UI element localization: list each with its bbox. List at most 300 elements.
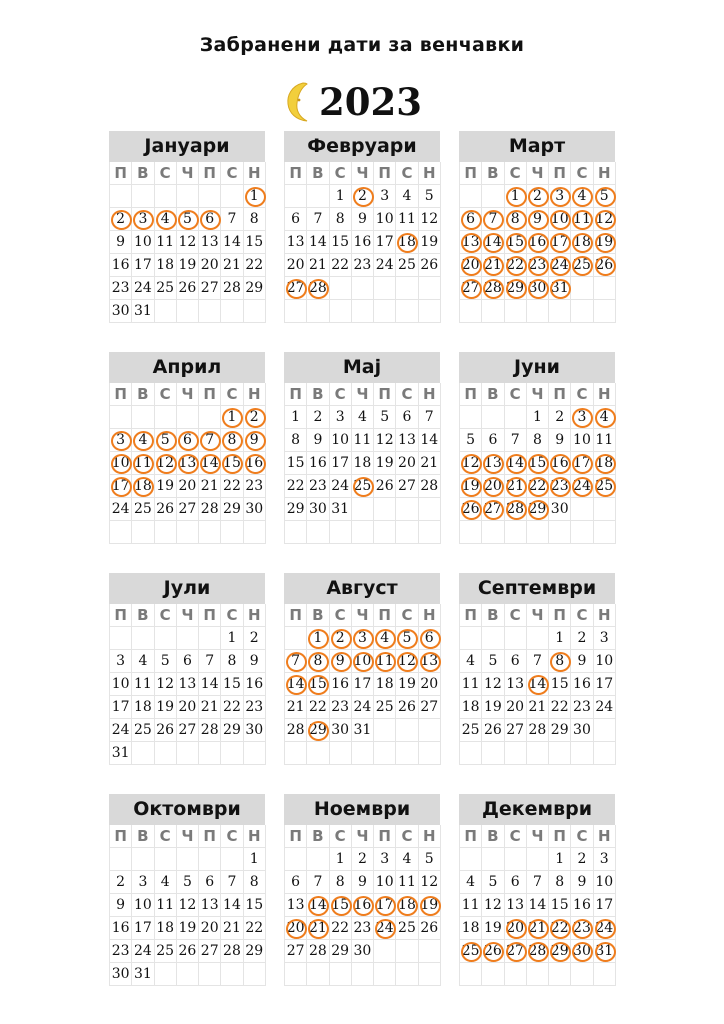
- day-cell: 15: [549, 894, 571, 917]
- empty-cell: [374, 300, 396, 323]
- day-cell: 25: [374, 696, 396, 719]
- day-cell: 15: [244, 231, 266, 254]
- empty-cell: [221, 963, 243, 986]
- month-name: Април: [109, 352, 265, 383]
- empty-cell: [594, 521, 616, 544]
- day-cell: 23: [307, 475, 329, 498]
- weekday-label: В: [132, 825, 154, 848]
- empty-cell: [285, 742, 307, 765]
- day-cell: 28: [221, 277, 243, 300]
- month-block: [459, 352, 615, 544]
- day-cell: 30: [110, 963, 132, 986]
- forbidden-day: 29: [307, 719, 329, 742]
- day-cell: 11: [460, 894, 482, 917]
- day-cell: 2: [571, 848, 593, 871]
- empty-cell: [419, 498, 441, 521]
- empty-cell: [571, 300, 593, 323]
- forbidden-day: 1: [244, 185, 266, 208]
- empty-cell: [527, 848, 549, 871]
- day-cell: 22: [549, 696, 571, 719]
- day-cell: 11: [396, 871, 418, 894]
- forbidden-day: 19: [460, 475, 482, 498]
- day-cell: 5: [482, 871, 504, 894]
- forbidden-day: 22: [505, 254, 527, 277]
- day-cell: 4: [396, 185, 418, 208]
- day-cell: 19: [177, 254, 199, 277]
- month-block: [109, 573, 265, 765]
- day-cell: 30: [110, 300, 132, 323]
- weekday-label: В: [132, 162, 154, 185]
- day-cell: 20: [285, 254, 307, 277]
- forbidden-day: 5: [396, 627, 418, 650]
- forbidden-day: 8: [549, 650, 571, 673]
- day-cell: 13: [177, 673, 199, 696]
- day-cell: 5: [482, 650, 504, 673]
- day-cell: 21: [527, 696, 549, 719]
- forbidden-day: 16: [527, 231, 549, 254]
- empty-cell: [571, 963, 593, 986]
- forbidden-day: 31: [594, 940, 616, 963]
- day-cell: 18: [460, 917, 482, 940]
- weekday-label: П: [549, 825, 571, 848]
- day-cell: 24: [132, 940, 154, 963]
- forbidden-day: 29: [549, 940, 571, 963]
- weekday-label: С: [155, 604, 177, 627]
- empty-cell: [374, 277, 396, 300]
- day-cell: 23: [352, 254, 374, 277]
- forbidden-day: 15: [505, 231, 527, 254]
- weekday-label: С: [221, 383, 243, 406]
- day-cell: 8: [221, 650, 243, 673]
- empty-cell: [571, 498, 593, 521]
- weekday-label: С: [571, 162, 593, 185]
- day-cell: 23: [110, 277, 132, 300]
- empty-cell: [460, 742, 482, 765]
- empty-cell: [330, 300, 352, 323]
- weekday-label: П: [110, 825, 132, 848]
- day-cell: 16: [571, 894, 593, 917]
- day-cell: 9: [110, 231, 132, 254]
- day-cell: 26: [155, 498, 177, 521]
- forbidden-day: 19: [419, 894, 441, 917]
- weekday-label: П: [199, 604, 221, 627]
- forbidden-day: 5: [594, 185, 616, 208]
- day-cell: 2: [110, 871, 132, 894]
- month-block: [284, 131, 440, 323]
- empty-cell: [285, 521, 307, 544]
- empty-cell: [244, 521, 266, 544]
- empty-cell: [132, 406, 154, 429]
- day-cell: 26: [482, 719, 504, 742]
- day-cell: 8: [549, 871, 571, 894]
- forbidden-day: 21: [482, 254, 504, 277]
- month-block: [284, 573, 440, 765]
- empty-cell: [244, 742, 266, 765]
- empty-cell: [352, 521, 374, 544]
- weekday-label: С: [330, 383, 352, 406]
- empty-cell: [155, 406, 177, 429]
- day-cell: 20: [419, 673, 441, 696]
- weekday-label: С: [155, 825, 177, 848]
- forbidden-day: 7: [285, 650, 307, 673]
- day-cell: 3: [132, 871, 154, 894]
- empty-cell: [155, 185, 177, 208]
- empty-cell: [285, 627, 307, 650]
- day-cell: 26: [419, 917, 441, 940]
- month-days-grid: [284, 604, 440, 765]
- forbidden-day: 26: [594, 254, 616, 277]
- empty-cell: [419, 521, 441, 544]
- weekday-label: П: [549, 383, 571, 406]
- day-cell: 28: [307, 940, 329, 963]
- day-cell: 24: [352, 696, 374, 719]
- day-cell: 14: [199, 673, 221, 696]
- month-days-grid: [284, 162, 440, 323]
- empty-cell: [419, 963, 441, 986]
- day-cell: 24: [110, 498, 132, 521]
- empty-cell: [352, 963, 374, 986]
- empty-cell: [307, 185, 329, 208]
- day-cell: 16: [110, 917, 132, 940]
- day-cell: 8: [285, 429, 307, 452]
- empty-cell: [177, 521, 199, 544]
- empty-cell: [199, 627, 221, 650]
- weekday-label: С: [330, 162, 352, 185]
- day-cell: 24: [132, 277, 154, 300]
- month-days-grid: [284, 825, 440, 986]
- day-cell: 7: [199, 650, 221, 673]
- forbidden-day: 13: [460, 231, 482, 254]
- forbidden-day: 4: [155, 208, 177, 231]
- empty-cell: [594, 498, 616, 521]
- day-cell: 13: [285, 894, 307, 917]
- empty-cell: [199, 406, 221, 429]
- forbidden-day: 23: [527, 254, 549, 277]
- forbidden-day: 29: [505, 277, 527, 300]
- day-cell: 5: [374, 406, 396, 429]
- month-name: Март: [459, 131, 615, 162]
- day-cell: 1: [330, 848, 352, 871]
- day-cell: 31: [352, 719, 374, 742]
- empty-cell: [155, 521, 177, 544]
- empty-cell: [396, 521, 418, 544]
- empty-cell: [352, 498, 374, 521]
- day-cell: 23: [110, 940, 132, 963]
- empty-cell: [199, 300, 221, 323]
- day-cell: 1: [549, 848, 571, 871]
- month-name: Јануари: [109, 131, 265, 162]
- day-cell: 5: [460, 429, 482, 452]
- day-cell: 4: [352, 406, 374, 429]
- empty-cell: [132, 848, 154, 871]
- weekday-label: В: [307, 604, 329, 627]
- empty-cell: [549, 521, 571, 544]
- day-cell: 8: [330, 871, 352, 894]
- weekday-label: Н: [419, 825, 441, 848]
- day-cell: 26: [396, 696, 418, 719]
- day-cell: 6: [285, 208, 307, 231]
- forbidden-day: 9: [527, 208, 549, 231]
- day-cell: 12: [419, 871, 441, 894]
- empty-cell: [155, 848, 177, 871]
- day-cell: 21: [199, 475, 221, 498]
- empty-cell: [396, 742, 418, 765]
- day-cell: 30: [571, 719, 593, 742]
- day-cell: 29: [221, 719, 243, 742]
- day-cell: 9: [244, 650, 266, 673]
- day-cell: 30: [244, 498, 266, 521]
- day-cell: 7: [221, 871, 243, 894]
- forbidden-day: 25: [571, 254, 593, 277]
- empty-cell: [132, 521, 154, 544]
- day-cell: 13: [199, 894, 221, 917]
- weekday-label: В: [482, 162, 504, 185]
- forbidden-day: 14: [527, 673, 549, 696]
- weekday-label: Н: [594, 383, 616, 406]
- forbidden-day: 21: [527, 917, 549, 940]
- weekday-label: Ч: [177, 825, 199, 848]
- forbidden-day: 15: [307, 673, 329, 696]
- weekday-label: С: [221, 162, 243, 185]
- day-cell: 18: [155, 254, 177, 277]
- day-cell: 18: [374, 673, 396, 696]
- day-cell: 19: [419, 231, 441, 254]
- weekday-label: Н: [419, 383, 441, 406]
- empty-cell: [374, 498, 396, 521]
- empty-cell: [396, 277, 418, 300]
- forbidden-day: 14: [482, 231, 504, 254]
- forbidden-day: 15: [221, 452, 243, 475]
- empty-cell: [396, 719, 418, 742]
- weekday-label: П: [460, 162, 482, 185]
- forbidden-day: 8: [221, 429, 243, 452]
- empty-cell: [221, 185, 243, 208]
- day-cell: 2: [352, 848, 374, 871]
- day-cell: 28: [199, 498, 221, 521]
- empty-cell: [419, 940, 441, 963]
- weekday-label: С: [505, 162, 527, 185]
- empty-cell: [285, 848, 307, 871]
- empty-cell: [482, 848, 504, 871]
- forbidden-day: 8: [505, 208, 527, 231]
- forbidden-day: 30: [527, 277, 549, 300]
- forbidden-day: 3: [571, 406, 593, 429]
- empty-cell: [482, 185, 504, 208]
- forbidden-day: 1: [221, 406, 243, 429]
- empty-cell: [419, 277, 441, 300]
- forbidden-day: 18: [396, 231, 418, 254]
- empty-cell: [177, 848, 199, 871]
- day-cell: 13: [505, 673, 527, 696]
- day-cell: 30: [352, 940, 374, 963]
- empty-cell: [571, 277, 593, 300]
- forbidden-day: 16: [244, 452, 266, 475]
- day-cell: 25: [155, 277, 177, 300]
- forbidden-day: 18: [132, 475, 154, 498]
- weekday-label: Ч: [352, 162, 374, 185]
- forbidden-day: 27: [460, 277, 482, 300]
- day-cell: 23: [330, 696, 352, 719]
- empty-cell: [177, 300, 199, 323]
- day-cell: 4: [132, 650, 154, 673]
- day-cell: 27: [177, 498, 199, 521]
- empty-cell: [307, 963, 329, 986]
- weekday-label: Ч: [527, 162, 549, 185]
- forbidden-day: 17: [374, 894, 396, 917]
- forbidden-day: 25: [352, 475, 374, 498]
- day-cell: 20: [177, 696, 199, 719]
- day-cell: 30: [330, 719, 352, 742]
- day-cell: 19: [396, 673, 418, 696]
- weekday-label: П: [110, 383, 132, 406]
- empty-cell: [505, 963, 527, 986]
- weekday-label: П: [285, 383, 307, 406]
- forbidden-day: 2: [110, 208, 132, 231]
- month-name: Февруари: [284, 131, 440, 162]
- empty-cell: [307, 300, 329, 323]
- day-cell: 15: [330, 231, 352, 254]
- day-cell: 21: [199, 696, 221, 719]
- year-label: 2023: [319, 80, 422, 124]
- empty-cell: [482, 521, 504, 544]
- month-block: [459, 131, 615, 323]
- weekday-label: Н: [594, 604, 616, 627]
- day-cell: 14: [419, 429, 441, 452]
- empty-cell: [571, 742, 593, 765]
- forbidden-day: 23: [549, 475, 571, 498]
- day-cell: 10: [571, 429, 593, 452]
- day-cell: 12: [177, 231, 199, 254]
- empty-cell: [244, 300, 266, 323]
- forbidden-day: 13: [419, 650, 441, 673]
- day-cell: 4: [460, 871, 482, 894]
- day-cell: 10: [594, 871, 616, 894]
- forbidden-day: 11: [374, 650, 396, 673]
- day-cell: 5: [177, 871, 199, 894]
- day-cell: 25: [396, 254, 418, 277]
- day-cell: 4: [460, 650, 482, 673]
- month-name: Септември: [459, 573, 615, 604]
- forbidden-day: 3: [110, 429, 132, 452]
- day-cell: 24: [330, 475, 352, 498]
- day-cell: 17: [110, 696, 132, 719]
- forbidden-day: 28: [307, 277, 329, 300]
- empty-cell: [505, 521, 527, 544]
- forbidden-day: 11: [132, 452, 154, 475]
- day-cell: 13: [505, 894, 527, 917]
- weekday-label: Ч: [177, 383, 199, 406]
- day-cell: 5: [419, 185, 441, 208]
- forbidden-day: 21: [505, 475, 527, 498]
- empty-cell: [396, 300, 418, 323]
- forbidden-day: 28: [505, 498, 527, 521]
- forbidden-day: 22: [527, 475, 549, 498]
- day-cell: 24: [594, 696, 616, 719]
- empty-cell: [460, 963, 482, 986]
- day-cell: 2: [307, 406, 329, 429]
- day-cell: 23: [571, 696, 593, 719]
- day-cell: 2: [244, 627, 266, 650]
- weekday-label: П: [285, 825, 307, 848]
- forbidden-day: 16: [549, 452, 571, 475]
- weekday-label: В: [307, 825, 329, 848]
- day-cell: 19: [177, 917, 199, 940]
- weekday-label: С: [330, 604, 352, 627]
- forbidden-day: 3: [352, 627, 374, 650]
- empty-cell: [110, 627, 132, 650]
- day-cell: 20: [505, 696, 527, 719]
- weekday-label: Н: [594, 162, 616, 185]
- day-cell: 16: [571, 673, 593, 696]
- weekday-label: Н: [244, 604, 266, 627]
- day-cell: 28: [221, 940, 243, 963]
- forbidden-day: 14: [505, 452, 527, 475]
- forbidden-day: 23: [571, 917, 593, 940]
- empty-cell: [352, 277, 374, 300]
- forbidden-day: 12: [460, 452, 482, 475]
- weekday-label: Ч: [527, 383, 549, 406]
- forbidden-day: 9: [330, 650, 352, 673]
- day-cell: 15: [244, 894, 266, 917]
- day-cell: 2: [571, 627, 593, 650]
- day-cell: 15: [285, 452, 307, 475]
- empty-cell: [396, 940, 418, 963]
- day-cell: 1: [549, 627, 571, 650]
- day-cell: 22: [221, 475, 243, 498]
- day-cell: 6: [505, 871, 527, 894]
- weekday-label: П: [460, 825, 482, 848]
- empty-cell: [460, 406, 482, 429]
- day-cell: 3: [374, 848, 396, 871]
- empty-cell: [505, 848, 527, 871]
- day-cell: 19: [482, 917, 504, 940]
- empty-cell: [155, 627, 177, 650]
- forbidden-day: 15: [527, 452, 549, 475]
- empty-cell: [177, 627, 199, 650]
- weekday-label: Ч: [352, 825, 374, 848]
- empty-cell: [419, 300, 441, 323]
- day-cell: 9: [571, 871, 593, 894]
- day-cell: 16: [352, 231, 374, 254]
- day-cell: 7: [307, 871, 329, 894]
- weekday-label: С: [155, 162, 177, 185]
- day-cell: 29: [244, 940, 266, 963]
- day-cell: 23: [244, 696, 266, 719]
- day-cell: 14: [221, 231, 243, 254]
- day-cell: 19: [155, 475, 177, 498]
- forbidden-day: 5: [177, 208, 199, 231]
- forbidden-day: 20: [460, 254, 482, 277]
- empty-cell: [199, 521, 221, 544]
- weekday-label: П: [549, 604, 571, 627]
- forbidden-day: 1: [505, 185, 527, 208]
- day-cell: 29: [549, 719, 571, 742]
- day-cell: 6: [199, 871, 221, 894]
- day-cell: 28: [285, 719, 307, 742]
- day-cell: 25: [396, 917, 418, 940]
- empty-cell: [330, 742, 352, 765]
- month-days-grid: [459, 162, 615, 323]
- day-cell: 9: [549, 429, 571, 452]
- month-days-grid: [109, 383, 265, 544]
- day-cell: 9: [352, 871, 374, 894]
- weekday-label: С: [330, 825, 352, 848]
- forbidden-day: 14: [307, 894, 329, 917]
- weekday-label: П: [199, 383, 221, 406]
- month-name: Декември: [459, 794, 615, 825]
- day-cell: 22: [330, 254, 352, 277]
- empty-cell: [460, 627, 482, 650]
